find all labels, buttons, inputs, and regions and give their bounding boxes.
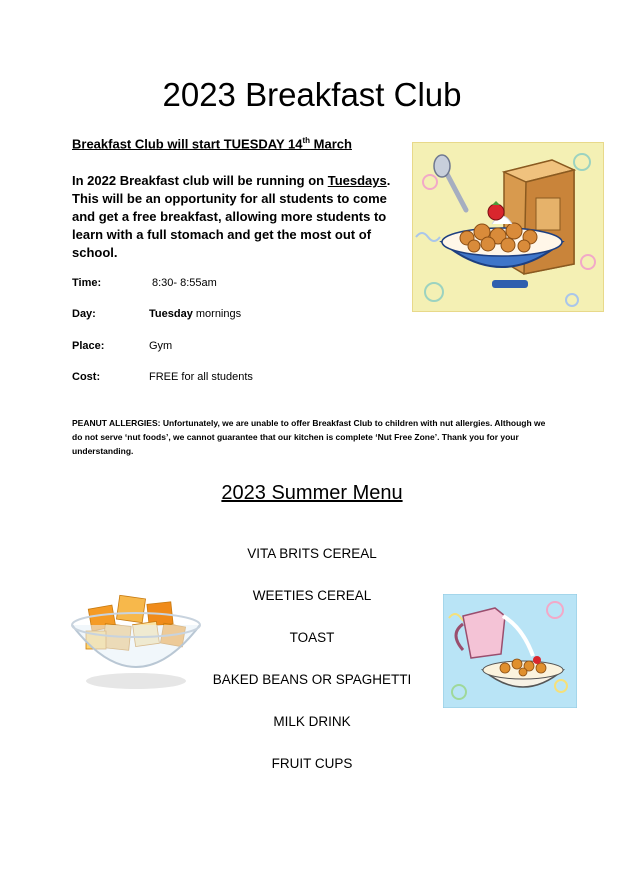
page-title: 2023 Breakfast Club	[162, 76, 462, 113]
milk-cereal-clipart	[443, 594, 577, 708]
detail-time	[72, 277, 217, 289]
detail-value: Gym	[149, 340, 173, 352]
detail-value: FREE for all students	[149, 371, 253, 383]
menu-title: 2023 Summer Menu	[221, 482, 403, 504]
start-date-notice	[72, 136, 352, 151]
intro-emphasis: Tuesdays	[327, 173, 387, 188]
detail-label: Place:	[72, 340, 105, 352]
detail-value: 8:30- 8:55am	[152, 277, 217, 289]
detail-day	[72, 308, 241, 320]
detail-label: Day:	[72, 308, 96, 320]
menu-item: WEETIES CEREAL	[252, 588, 372, 603]
milk-jug-icon	[443, 594, 577, 708]
menu-item: VITA BRITS CEREAL	[247, 546, 377, 561]
detail-label: Cost:	[72, 371, 101, 383]
intro-text: In 2022 Breakfast club will be running on	[72, 173, 328, 188]
detail-cost	[72, 371, 253, 383]
intro-paragraph	[72, 172, 402, 262]
cereal-clipart	[412, 142, 604, 312]
detail-place	[72, 340, 172, 352]
detail-label: Time:	[72, 277, 102, 289]
menu-item: TOAST	[289, 630, 335, 645]
fruit-bowl-icon	[62, 585, 210, 695]
fruit-cup-clipart	[62, 585, 210, 695]
allergy-notice: PEANUT ALLERGIES: Unfortunately, we are unable to offer Breakfast Club to children with nut allergies. Although we do not serve ‘nut foods’, we cannot guarantee that our kitchen is complete ‘Nut Free Zone’. Thank you for your understanding.	[72, 418, 546, 456]
menu-list	[190, 540, 434, 792]
start-notice-superscript: th	[302, 136, 311, 145]
start-notice-text: Breakfast Club will start TUESDAY 14	[72, 136, 303, 152]
menu-item: MILK DRINK	[273, 714, 351, 729]
intro-text-rest: . This will be an opportunity for all students to come and get a free breakfast, allowing more students to learn with a full stomach and get the most out of school.	[72, 173, 391, 260]
menu-item: FRUIT CUPS	[271, 756, 353, 771]
detail-value-bold: Tuesday	[149, 308, 193, 320]
menu-item: BAKED BEANS OR SPAGHETTI	[212, 672, 412, 687]
detail-value: mornings	[192, 308, 242, 320]
cereal-bowl-icon	[412, 142, 604, 312]
start-notice-suffix: March	[310, 136, 352, 152]
